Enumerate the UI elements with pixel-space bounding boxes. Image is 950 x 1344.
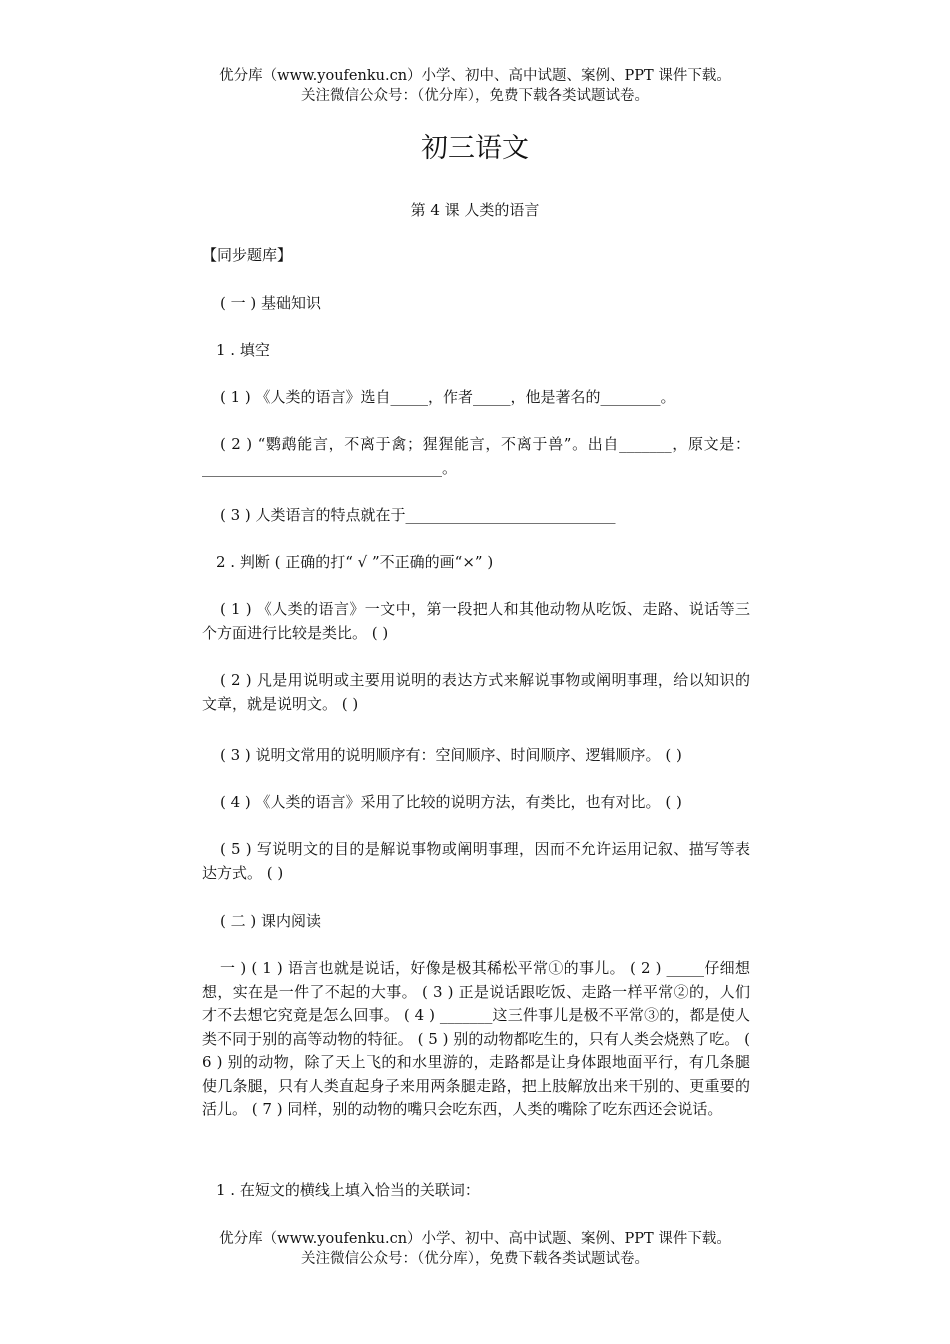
part1-heading: ( 一 ) 基础知识 [220,294,322,312]
page-footer [0,1229,950,1269]
page-header [0,66,950,106]
footer-line-2: 关注微信公众号：（优分库），免费下载各类试题试卷。 [301,1251,649,1267]
header-line-1: 优分库（www.youfenku.cn）小学、初中、高中试题、案例、PPT 课件下载。 [219,68,731,84]
lesson-subtitle: 第 4 课 人类的语言 [410,201,540,219]
reading-passage: 一 ) ( 1 ) 语言也就是说话，好像是极其稀松平常①的事儿。 ( 2 ) _____仔细想想，实在是一件了不起的大事。 ( 3 ) 正是说话跟吃饭、走路一样平常②的，人们才不去想它究竟是怎么回事。 ( 4 ) _______这三件事儿是极不平常③的，都是使人类不同于别的高等动物的特征。 ( 5 ) 别的动物都吃生的，只有人类会烧熟了吃。 ( 6 ) 别的动物，除了天上飞的和水里游的，走路都是让身体跟地面平行，有几条腿使几条腿，只有人类直起身子来用两条腿走路，把上肢解放出来干别的、更重要的活儿。 ( 7 ) 同样，别的动物的嘴只会吃东西，人类的嘴除了吃东西还会说话。 [202,959,750,1118]
q2-item-4: ( 4 ) 《人类的语言》采用了比较的说明方法，有类比，也有对比。 ( ) [220,793,682,811]
footer-line-1: 优分库（www.youfenku.cn）小学、初中、高中试题、案例、PPT 课件下载。 [219,1231,731,1247]
q1-heading: 1 . 填空 [216,341,270,359]
q2-item-3: ( 3 ) 说明文常用的说明顺序有：空间顺序、时间顺序、逻辑顺序。 ( ) [220,746,682,764]
part2-q1: 1 . 在短文的横线上填入恰当的关联词： [216,1181,480,1199]
q1-item-1: ( 1 ) 《人类的语言》选自_____，作者_____，他是著名的________。 [220,388,676,406]
q1-item-3: ( 3 ) 人类语言的特点就在于____________________________ [220,506,616,524]
q2-item-1: ( 1 ) 《人类的语言》一文中，第一段把人和其他动物从吃饭、走路、说话等三个方面进行比较是类比。 ( ) [202,600,750,642]
part2-heading: ( 二 ) 课内阅读 [220,912,322,930]
header-line-2: 关注微信公众号：（优分库），免费下载各类试题试卷。 [301,88,649,104]
q2-heading: 2 . 判断 ( 正确的打“ √ ”不正确的画“×” ) [216,553,494,571]
document-title: 初三语文 [421,133,529,164]
section-bank-heading: 【同步题库】 [202,246,293,264]
q2-item-2: ( 2 ) 凡是用说明或主要用说明的表达方式来解说事物或阐明事理，给以知识的文章，就是说明文。 ( ) [202,671,750,713]
q2-item-5: ( 5 ) 写说明文的目的是解说事物或阐明事理，因而不允许运用记叙、描写等表达方式。 ( ) [202,840,750,882]
q1-item-2: ( 2 ) “鹦鹉能言，不离于禽；猩猩能言，不离于兽”。出自_______，原文是：________________________________。 [202,435,750,477]
